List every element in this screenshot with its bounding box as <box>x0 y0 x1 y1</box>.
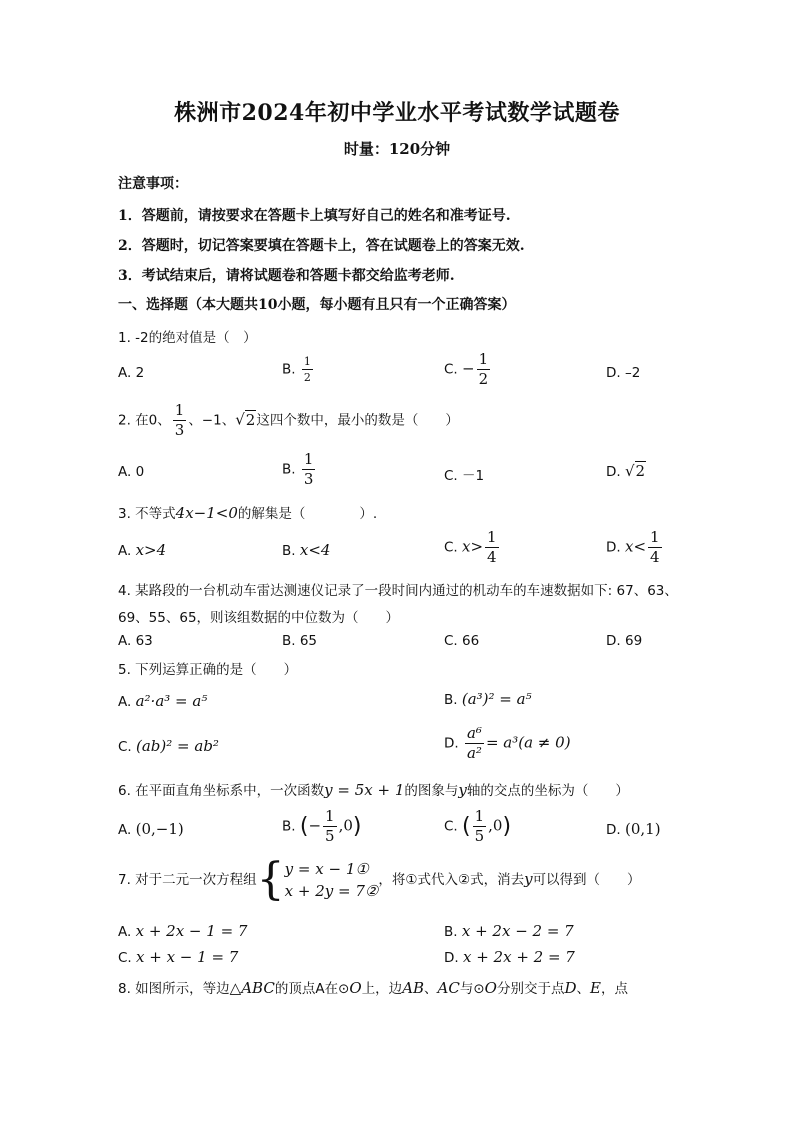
q7-option-d: D. x + 2x + 2 = 7 <box>444 948 575 966</box>
q6-option-d: D. (0,1) <box>606 820 661 838</box>
q3-option-c: C. x> $\frac{1}{4}$ <box>444 528 497 566</box>
notice-heading: 注意事项： <box>118 176 188 192</box>
question-7-stem: 7. 对于二元一次方程组{ y = x − 1① x + 2y = 7② ，将①式代入②式，消去y可以得到（ ） <box>118 854 641 905</box>
q4-option-d: D. 69 <box>606 633 643 649</box>
q5-option-c: C. (ab)² = ab² <box>118 737 219 755</box>
question-4-stem-line-1: 4. 某路段的一台机动车雷达测速仪记录了一段时间内通过的机动车的车速数据如下: 67、63、 <box>118 583 678 599</box>
q1-option-b: B. $\frac{1}{2}$ <box>282 355 311 384</box>
notice-item: 3．考试结束后，请将试题卷和答题卡都交给监考老师. <box>118 268 455 284</box>
q4-option-c: C. 66 <box>444 633 480 649</box>
q4-option-b: B. 65 <box>282 633 318 649</box>
q6-option-c: C. ( $\frac{1}{5}$ ,0) <box>444 807 512 845</box>
q1-option-a: A. 2 <box>118 365 145 381</box>
question-2-stem: 2. 在0、 $\frac{1}{3}$ 、−1、√2这四个数中，最小的数是（ ） <box>118 401 459 439</box>
q6-option-b: B. (− $\frac{1}{5}$ ,0) <box>282 807 362 845</box>
q5-option-b: B. (a³)² = a⁵ <box>444 690 532 708</box>
question-5-stem: 5. 下列运算正确的是（ ） <box>118 662 298 678</box>
page-title: 株洲市2024年初中学业水平考试数学试题卷 <box>174 100 620 126</box>
q7-option-a: A. x + 2x − 1 = 7 <box>118 922 248 940</box>
question-8-stem: 8. 如图所示，等边△ABC的顶点A在⊙O上，边AB、AC与⊙O分别交于点D、E，点 <box>118 979 628 997</box>
question-3-stem: 3. 不等式4x−1<0的解集是（ ）. <box>118 504 378 522</box>
q2-option-b: B. $\frac{1}{3}$ <box>282 450 314 488</box>
q6-option-a: A. (0,−1) <box>118 820 184 838</box>
q1-option-c: C. − $\frac{1}{2}$ <box>444 350 489 388</box>
notice-item: 2．答题时，切记答案要填在答题卡上，答在试题卷上的答案无效. <box>118 238 525 254</box>
notice-item: 1．答题前，请按要求在答题卡上填写好自己的姓名和准考证号. <box>118 208 511 224</box>
section-heading: 一、选择题（本大题共10小题，每小题有且只有一个正确答案） <box>118 297 516 313</box>
question-4-stem-line-2: 69、55、65，则该组数据的中位数为（ ） <box>118 610 400 626</box>
q7-option-c: C. x + x − 1 = 7 <box>118 948 239 966</box>
q2-option-c: C. －1 <box>444 468 485 484</box>
q3-option-d: D. x< $\frac{1}{4}$ <box>606 528 660 566</box>
q5-option-d: D. $\frac{\text{a⁶}}{\text{a²}}$ = a³(a ≠ 0) <box>444 724 571 762</box>
question-1-stem: 1. -2的绝对值是（ ） <box>118 330 257 346</box>
q1-option-d: D. –2 <box>606 365 641 381</box>
q3-option-a: A. x>4 <box>118 541 167 559</box>
q4-option-a: A. 63 <box>118 633 153 649</box>
q5-option-a: A. a²·a³ = a⁵ <box>118 692 208 710</box>
q3-option-b: B. x<4 <box>282 541 331 559</box>
time-limit: 时量：120分钟 <box>343 140 451 158</box>
q7-option-b: B. x + 2x − 2 = 7 <box>444 922 574 940</box>
q2-option-d: D. √2 <box>606 462 646 480</box>
q2-option-a: A. 0 <box>118 464 145 480</box>
question-6-stem: 6. 在平面直角坐标系中，一次函数y = 5x + 1的图象与y轴的交点的坐标为（ ） <box>118 781 629 799</box>
